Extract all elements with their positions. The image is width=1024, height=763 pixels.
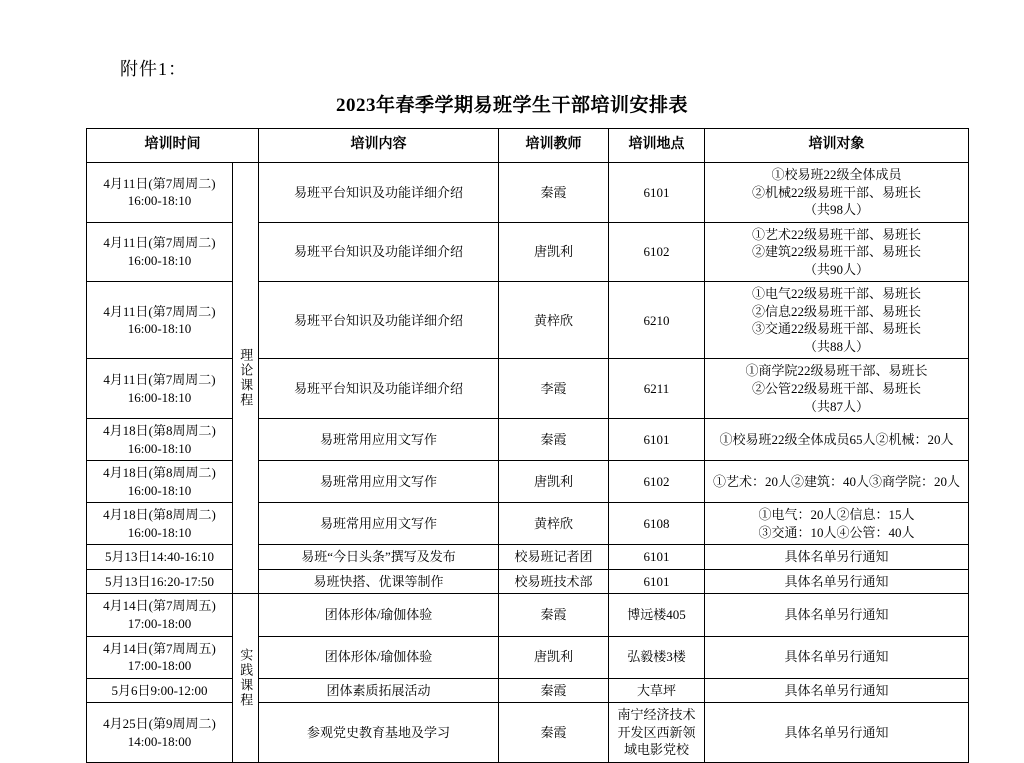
cell-training-content: 团体形体/瑜伽体验 — [259, 594, 499, 636]
column-header-target: 培训对象 — [705, 129, 969, 163]
attachment-label: 附件1： — [120, 59, 187, 79]
cell-training-content: 易班平台知识及功能详细介绍 — [259, 163, 499, 223]
training-schedule-table — [86, 128, 969, 763]
cell-training-target: ①艺术：20人②建筑：40人③商学院：20人 — [705, 461, 969, 503]
cell-training-content: 易班常用应用文写作 — [259, 461, 499, 503]
cell-training-content: 参观党史教育基地及学习 — [259, 703, 499, 763]
cell-training-teacher: 校易班技术部 — [499, 569, 609, 594]
course-category-label: 理论课程 — [238, 348, 254, 409]
table-row — [87, 163, 969, 223]
cell-training-place: 6101 — [609, 163, 705, 223]
table-row — [87, 461, 969, 503]
cell-training-time: 4月11日(第7周周二) 16:00-18:10 — [87, 163, 233, 223]
cell-training-teacher: 唐凯利 — [499, 222, 609, 282]
page-title: 2023年春季学期易班学生干部培训安排表 — [335, 95, 688, 116]
cell-training-content: 易班平台知识及功能详细介绍 — [259, 222, 499, 282]
cell-training-time: 4月18日(第8周周二) 16:00-18:10 — [87, 419, 233, 461]
cell-training-teacher: 秦霞 — [499, 703, 609, 763]
cell-training-target: ①商学院22级易班干部、易班长 ②公管22级易班干部、易班长 （共87人） — [705, 359, 969, 419]
cell-training-time: 4月18日(第8周周二) 16:00-18:10 — [87, 503, 233, 545]
cell-training-target: 具体名单另行通知 — [705, 703, 969, 763]
cell-training-time: 4月14日(第7周周五) 17:00-18:00 — [87, 594, 233, 636]
cell-training-teacher: 唐凯利 — [499, 636, 609, 678]
table-row — [87, 222, 969, 282]
cell-training-place: 6101 — [609, 545, 705, 570]
cell-training-teacher: 黄梓欣 — [499, 282, 609, 359]
cell-training-place: 6211 — [609, 359, 705, 419]
cell-training-time: 4月25日(第9周周二) 14:00-18:00 — [87, 703, 233, 763]
cell-training-place: 6210 — [609, 282, 705, 359]
cell-training-teacher: 李霞 — [499, 359, 609, 419]
cell-training-time: 4月11日(第7周周二) 16:00-18:10 — [87, 282, 233, 359]
cell-training-time: 4月11日(第7周周二) 16:00-18:10 — [87, 359, 233, 419]
table-body — [87, 163, 969, 763]
cell-training-teacher: 校易班记者团 — [499, 545, 609, 570]
cell-training-content: 团体形体/瑜伽体验 — [259, 636, 499, 678]
cell-training-time: 5月13日16:20-17:50 — [87, 569, 233, 594]
cell-training-content: 易班常用应用文写作 — [259, 419, 499, 461]
cell-training-target: 具体名单另行通知 — [705, 636, 969, 678]
cell-training-time: 5月6日9:00-12:00 — [87, 678, 233, 703]
cell-training-target: ①校易班22级全体成员65人②机械：20人 — [705, 419, 969, 461]
cell-training-teacher: 秦霞 — [499, 594, 609, 636]
table-row — [87, 569, 969, 594]
table-row — [87, 636, 969, 678]
cell-training-content: 易班快搭、优课等制作 — [259, 569, 499, 594]
cell-training-teacher: 秦霞 — [499, 163, 609, 223]
cell-training-place: 6102 — [609, 461, 705, 503]
table-row — [87, 545, 969, 570]
table-row — [87, 359, 969, 419]
cell-training-target: 具体名单另行通知 — [705, 569, 969, 594]
table-row — [87, 594, 969, 636]
cell-training-place: 6101 — [609, 419, 705, 461]
cell-training-place: 大草坪 — [609, 678, 705, 703]
table-row — [87, 419, 969, 461]
cell-training-place: 博远楼405 — [609, 594, 705, 636]
cell-training-target: ①校易班22级全体成员 ②机械22级易班干部、易班长 （共98人） — [705, 163, 969, 223]
cell-training-target: ①电气22级易班干部、易班长 ②信息22级易班干部、易班长 ③交通22级易班干部、易班长 （共88人） — [705, 282, 969, 359]
cell-training-target: 具体名单另行通知 — [705, 678, 969, 703]
column-header-teacher: 培训教师 — [499, 129, 609, 163]
cell-training-content: 团体素质拓展活动 — [259, 678, 499, 703]
table-row — [87, 678, 969, 703]
cell-training-target: 具体名单另行通知 — [705, 594, 969, 636]
cell-training-place: 南宁经济技术 开发区西新领 域电影党校 — [609, 703, 705, 763]
table-row — [87, 282, 969, 359]
cell-training-content: 易班平台知识及功能详细介绍 — [259, 359, 499, 419]
cell-training-target: ①艺术22级易班干部、易班长 ②建筑22级易班干部、易班长 （共90人） — [705, 222, 969, 282]
cell-training-time: 4月18日(第8周周二) 16:00-18:10 — [87, 461, 233, 503]
column-header-content: 培训内容 — [259, 129, 499, 163]
cell-training-place: 6102 — [609, 222, 705, 282]
cell-course-category — [233, 594, 259, 762]
column-header-place: 培训地点 — [609, 129, 705, 163]
table-row — [87, 703, 969, 763]
cell-training-place: 6108 — [609, 503, 705, 545]
cell-training-content: 易班平台知识及功能详细介绍 — [259, 282, 499, 359]
cell-training-target: 具体名单另行通知 — [705, 545, 969, 570]
cell-training-content: 易班常用应用文写作 — [259, 503, 499, 545]
cell-training-teacher: 唐凯利 — [499, 461, 609, 503]
cell-training-time: 4月11日(第7周周二) 16:00-18:10 — [87, 222, 233, 282]
column-header-time: 培训时间 — [87, 129, 259, 163]
cell-training-time: 5月13日14:40-16:10 — [87, 545, 233, 570]
cell-training-place: 6101 — [609, 569, 705, 594]
cell-training-time: 4月14日(第7周周五) 17:00-18:00 — [87, 636, 233, 678]
table-header-row — [87, 129, 969, 163]
cell-training-teacher: 黄梓欣 — [499, 503, 609, 545]
cell-training-target: ①电气：20人②信息：15人 ③交通：10人④公管：40人 — [705, 503, 969, 545]
cell-course-category — [233, 163, 259, 594]
cell-training-place: 弘毅楼3楼 — [609, 636, 705, 678]
cell-training-content: 易班“今日头条”撰写及发布 — [259, 545, 499, 570]
table-row — [87, 503, 969, 545]
cell-training-teacher: 秦霞 — [499, 678, 609, 703]
course-category-label: 实践课程 — [238, 648, 254, 709]
cell-training-teacher: 秦霞 — [499, 419, 609, 461]
